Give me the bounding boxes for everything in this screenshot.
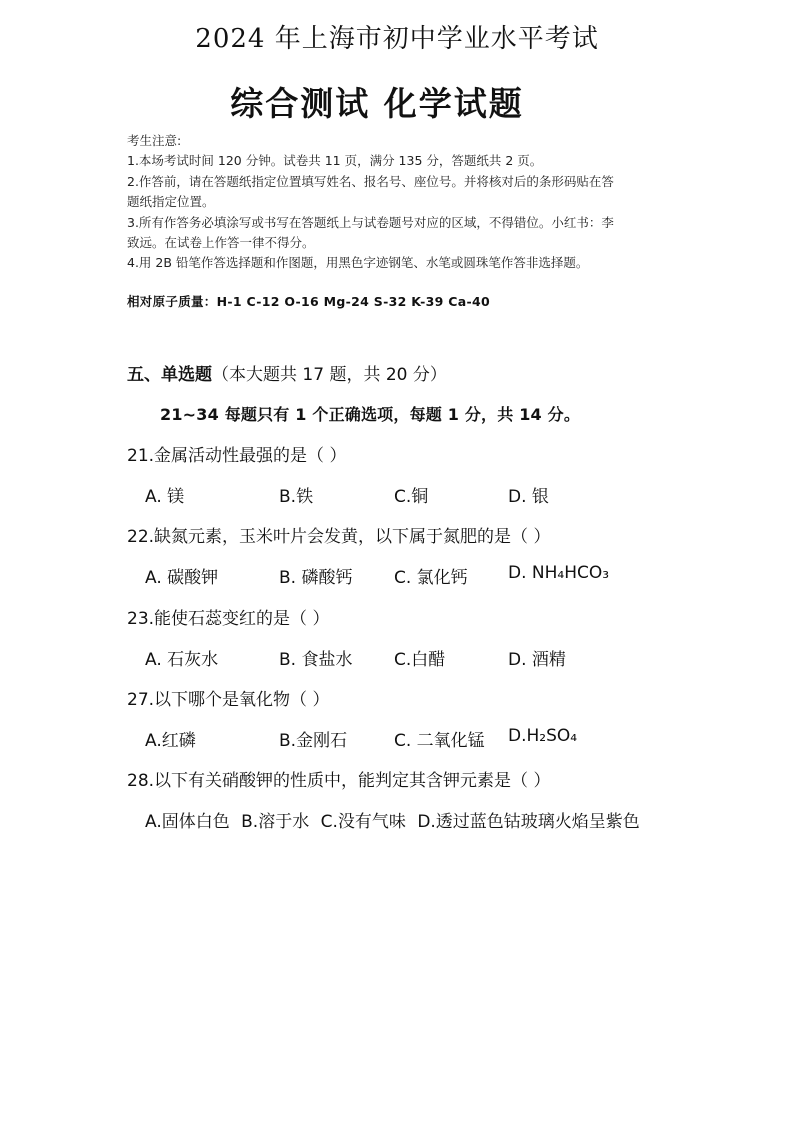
- option-a: A. 石灰水: [145, 650, 219, 670]
- section-instruction: 21~34 每题只有 1 个正确选项，每题 1 分，共 14 分。: [160, 405, 581, 424]
- section-note: （本大题共 17 题，共 20 分）: [212, 365, 447, 385]
- option-c: C.白醋: [394, 650, 446, 670]
- option-c: C.铜: [394, 487, 429, 507]
- option-c: C. 氯化钙: [394, 568, 468, 588]
- option-b: B. 磷酸钙: [279, 568, 353, 588]
- option-a: A.红磷: [145, 731, 196, 751]
- question-options: [145, 807, 646, 832]
- option-b: B.铁: [279, 487, 314, 507]
- section-heading: [127, 360, 447, 385]
- question-stem: 27.以下哪个是氧化物（ ）: [127, 690, 330, 710]
- option-d: D. 酒精: [508, 650, 566, 670]
- option-d: D. NH₄HCO₃: [508, 563, 610, 583]
- option-d: D.H₂SO₄: [508, 726, 578, 746]
- question-stem: 28.以下有关硝酸钾的性质中，能判定其含钾元素是（ ）: [127, 771, 551, 791]
- option-a: A. 镁: [145, 487, 185, 507]
- option-b: B.溶于水: [241, 812, 310, 832]
- question-stem: 22.缺氮元素，玉米叶片会发黄，以下属于氮肥的是（ ）: [127, 527, 551, 547]
- option-d: D. 银: [508, 487, 549, 507]
- option-b: B. 食盐水: [279, 650, 353, 670]
- notice-line: 4.用 2B 铅笔作答选择题和作图题，用黑色字迹钢笔、水笔或圆珠笔作答非选择题。: [127, 255, 589, 271]
- option-d: D.透过蓝色钴玻璃火焰呈紫色: [417, 812, 640, 832]
- notice-line: 题纸指定位置。: [127, 194, 215, 210]
- option-a: A.固体白色: [145, 812, 230, 832]
- exam-subtitle: 综合测试 化学试题: [230, 84, 524, 123]
- section-title: 五、单选题: [127, 365, 212, 385]
- notice-line: 2.作答前，请在答题纸指定位置填写姓名、报名号、座位号。并将核对后的条形码贴在答: [127, 173, 614, 189]
- notice-line: 3.所有作答务必填涂写或书写在答题纸上与试卷题号对应的区域，不得错位。小红书：李: [127, 214, 614, 230]
- question-stem: 23.能使石蕊变红的是（ ）: [127, 609, 330, 629]
- option-c: C. 二氧化锰: [394, 731, 485, 751]
- atomic-mass-line: 相对原子质量：H-1 C-12 O-16 Mg-24 S-32 K-39 Ca-40: [127, 294, 490, 309]
- option-a: A. 碳酸钾: [145, 568, 219, 588]
- notice-heading: 考生注意:: [127, 133, 182, 148]
- question-stem: 21.金属活动性最强的是（ ）: [127, 446, 347, 466]
- exam-title: 2024 年上海市初中学业水平考试: [195, 24, 599, 54]
- candidate-notice: [127, 131, 672, 274]
- notice-line: 致远。在试卷上作答一律不得分。: [127, 235, 315, 251]
- option-c: C.没有气味: [320, 812, 406, 832]
- option-b: B.金刚石: [279, 731, 348, 751]
- notice-line: 1.本场考试时间 120 分钟。试卷共 11 页，满分 135 分，答题纸共 2 页。: [127, 153, 543, 169]
